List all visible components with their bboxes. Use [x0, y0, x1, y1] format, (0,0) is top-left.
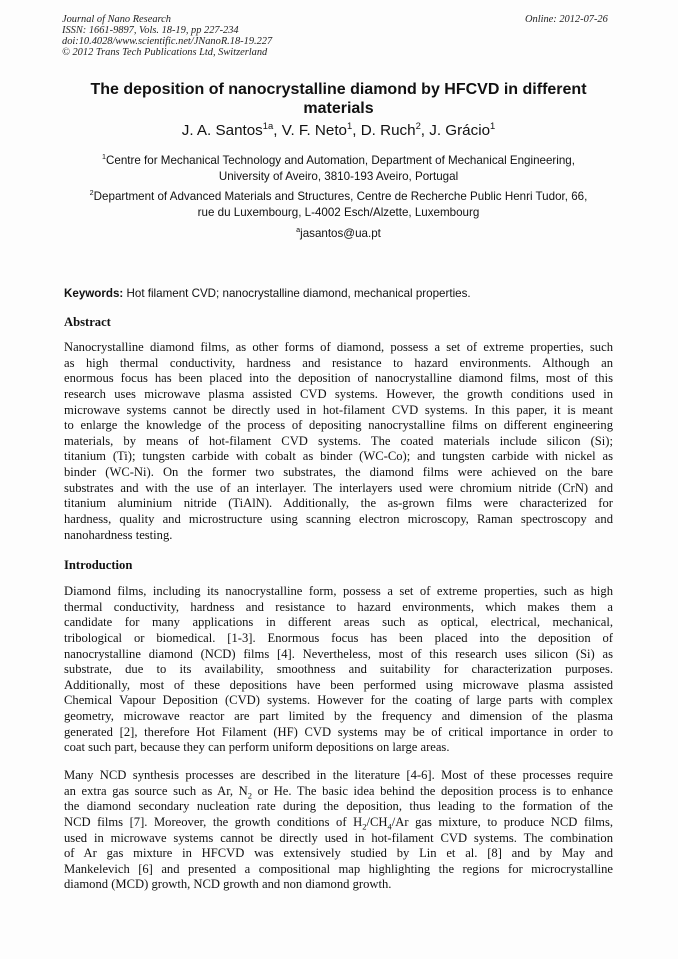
separator: ,: [420, 122, 430, 139]
affiliation-2: [62, 189, 615, 221]
separator: ,: [352, 122, 361, 139]
text-line: diamond (MCD) growth, NCD growth and non diamond growth.: [64, 877, 392, 892]
text-line: nanohardness testing.: [64, 527, 173, 542]
email-address[interactable]: jasantos@ua.pt: [300, 227, 381, 240]
text-line: thermal conductivity, hardness and resistance to hazard environments, which makes them a: [64, 599, 613, 614]
affiliation-line: University of Aveiro, 3810-193 Aveiro, Portugal: [218, 170, 459, 183]
affiliation-line: Department of Advanced Materials and Structures, Centre de Recherche Public Henri Tudor, 66,: [93, 190, 588, 203]
text-line: titanium aluminium nitride (TiAlN). Additionally, the as-grown films were characterized for: [64, 496, 613, 511]
text-line: nanocrystalline diamond (NCD) films [4]. Nevertheless, most of this research uses silicon (Si) as: [64, 646, 613, 661]
journal-header: [62, 14, 272, 58]
author-sup: 1: [490, 119, 496, 131]
affiliation-line: Centre for Mechanical Technology and Automation, Department of Mechanical Engineering,: [106, 154, 575, 167]
paper-title: The deposition of nanocrystalline diamond by HFCVD in different materials: [90, 81, 587, 117]
text-line: Chemical Vapour Deposition (CVD) systems. However for the coating of large parts with complex: [64, 693, 613, 708]
introduction-paragraph-1: [64, 584, 613, 756]
issn-line: ISSN: 1661-9897, Vols. 18-19, pp 227-234: [62, 25, 239, 36]
text-line: binder (WC-Ni). On the former two substrates, the diamond films were achieved on the bare: [64, 465, 613, 480]
text-fragment: /CH: [366, 814, 388, 829]
keywords-text: Hot filament CVD; nanocrystalline diamond, mechanical properties.: [123, 287, 471, 300]
abstract-heading: Abstract: [64, 315, 111, 329]
author-sup: 2: [415, 119, 421, 131]
text-line: research uses microwave plasma assisted CVD systems. However, the growth conditions used in: [64, 386, 613, 401]
author-sup: 1a: [262, 119, 274, 131]
text-fragment: /Ar gas mixture, to produce NCD films,: [391, 814, 613, 829]
text-line: Diamond films, including its nanocrystalline form, possess a set of extreme properties, such as high: [64, 584, 613, 598]
text-line: microwave systems cannot be directly used in hot-filament CVD systems. In this paper, it is meant: [64, 402, 613, 417]
author-name: J. A. Santos: [181, 122, 263, 139]
affiliation-sup: 1: [102, 152, 107, 162]
affiliation-1: [62, 153, 615, 185]
text-line: substrate, due to its availability, smoothness and suitability for characterization purposes.: [64, 662, 613, 677]
affiliation-sup: 2: [89, 188, 94, 198]
text-line: geometry, microwave reactor are part limited by the frequency and dimension of the plasma: [64, 709, 613, 724]
text-line: to enlarge the knowledge of the process of depositing nanocrystalline films on different engineering: [64, 418, 613, 433]
text-line: Nanocrystalline diamond films, as other forms of diamond, possess a set of extreme properties, such: [64, 340, 613, 354]
text-line: the diamond secondary nucleation rate during the deposition, thus leading to the formation of the: [64, 799, 613, 814]
author-name: V. F. Neto: [281, 122, 347, 139]
text-line: candidate for many applications in different areas such as optical, electrical, mechanical,: [64, 615, 613, 630]
author-sup: 1: [347, 119, 353, 131]
contact-email: [62, 226, 615, 242]
text-line: enormous focus has been placed into the deposition of nanocrystalline diamond films, most of this: [64, 371, 613, 386]
text-line: tribological or biomedical. [1-3]. Enormous focus has been placed into the deposition of: [64, 630, 613, 645]
subscript: 2: [247, 790, 253, 801]
text-line: generated [2], therefore Hot Filament (HF) CVD systems may be of critical importance in order to: [64, 724, 613, 739]
subscript: 2: [362, 821, 367, 832]
journal-name: Journal of Nano Research: [62, 14, 171, 25]
subscript: 4: [387, 821, 392, 832]
introduction-heading: Introduction: [64, 558, 133, 572]
text-line: hardness, quality and microstructure using scanning electron microscopy, Raman spectroscopy and: [64, 512, 613, 527]
author-name: J. Grácio: [429, 122, 491, 139]
text-line: materials, by means of hot-filament CVD systems. The coated materials include silicon (Si);: [64, 433, 613, 448]
text-line: used in microwave systems cannot be directly used in hot-filament CVD systems. The combination: [64, 830, 613, 845]
text-line: substrates and with the use of an interlayer. The interlayers used were chromium nitride (CrN) and: [64, 480, 613, 495]
text-line: titanium (Ti); tungsten carbide with cobalt as binder (WC-Co); and tungsten carbide with nickel as: [64, 449, 613, 464]
text-line: of Ar gas mixture in HFCVD was extensively studied by Lin et al. [8] and by May and: [64, 846, 613, 861]
text-fragment: an extra gas source such as Ar, N: [64, 783, 248, 798]
keywords: [64, 286, 624, 302]
abstract-body: [64, 340, 613, 543]
text-line: coat such part, because they can perform uniform depositions on large areas.: [64, 740, 450, 755]
author-name: D. Ruch: [360, 122, 416, 139]
doi-line: doi:10.4028/www.scientific.net/JNanoR.18-19.227: [62, 36, 273, 47]
author-list: [62, 119, 615, 140]
text-line: Many NCD synthesis processes are described in the literature [4-6]. Most of these processes require: [64, 768, 613, 782]
text-line: [64, 784, 613, 800]
online-date: Online: 2012-07-26: [525, 14, 608, 25]
text-line: [64, 815, 613, 831]
affiliation-line: rue du Luxembourg, L-4002 Esch/Alzette, Luxembourg: [197, 206, 480, 219]
text-fragment: NCD films [7]. Moreover, the growth conditions of H: [64, 814, 363, 829]
copyright-line: © 2012 Trans Tech Publications Ltd, Switzerland: [62, 47, 268, 58]
introduction-paragraph-2: [64, 768, 613, 893]
email-sup: a: [296, 225, 301, 235]
keywords-label: Keywords:: [64, 287, 124, 300]
text-line: Additionally, most of these depositions have been performed using microwave plasma assisted: [64, 677, 613, 692]
text-fragment: or He. The basic idea behind the deposition process is to enhance: [252, 783, 613, 798]
text-line: Mankelevich [6] and presented a compositional map highlighting the regions for microcrystalline: [64, 861, 613, 876]
separator: ,: [273, 122, 282, 139]
text-line: as high thermal conductivity, hardness and resistance to hazard environments. Although an: [64, 355, 613, 370]
